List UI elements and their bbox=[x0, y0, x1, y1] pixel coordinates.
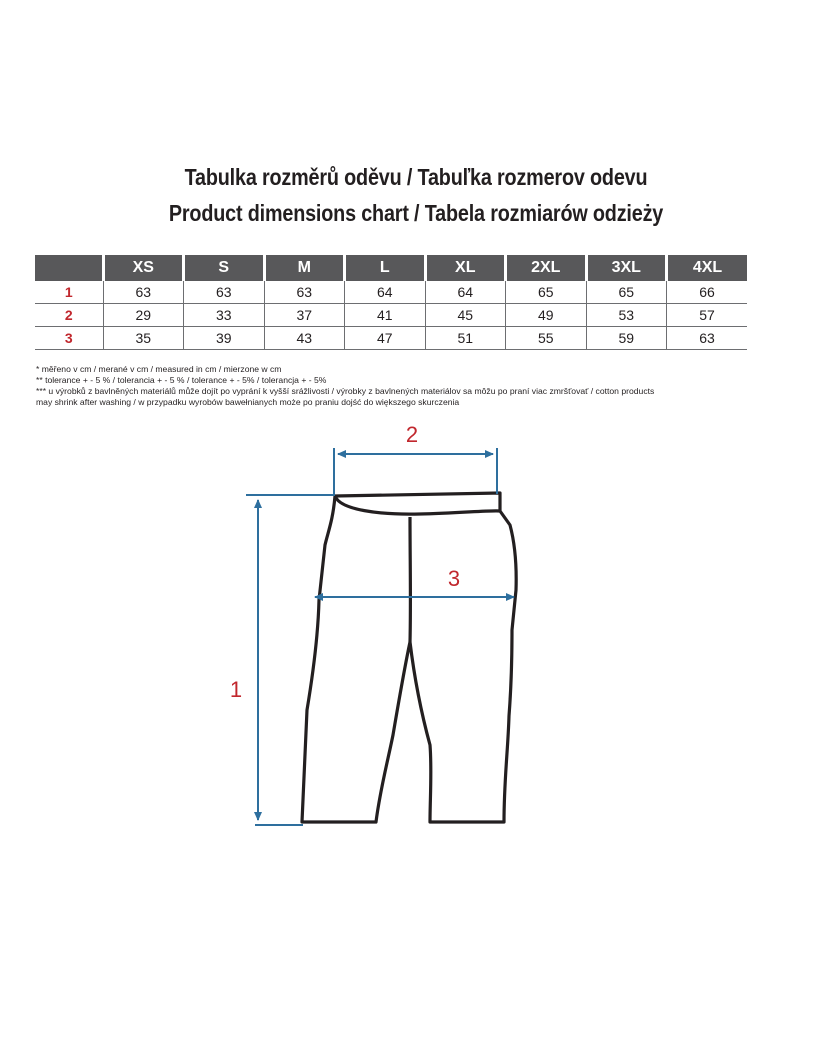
table-cell: 63 bbox=[184, 281, 265, 304]
table-cell: 64 bbox=[425, 281, 506, 304]
row-label: 3 bbox=[35, 327, 103, 350]
label-thigh: 3 bbox=[447, 566, 461, 591]
header-size-2xl: 2XL bbox=[506, 255, 587, 281]
header-size-s: S bbox=[184, 255, 265, 281]
table-cell: 51 bbox=[425, 327, 506, 350]
table-cell: 57 bbox=[667, 304, 748, 327]
table-cell: 59 bbox=[586, 327, 667, 350]
table-cell: 43 bbox=[264, 327, 345, 350]
table-cell: 29 bbox=[103, 304, 184, 327]
table-cell: 64 bbox=[345, 281, 426, 304]
table-cell: 37 bbox=[264, 304, 345, 327]
table-cell: 41 bbox=[345, 304, 426, 327]
table-cell: 63 bbox=[103, 281, 184, 304]
table-cell: 65 bbox=[586, 281, 667, 304]
footnote-shrink-continued: may shrink after washing / w przypadku wyrobów bawełnianych może po praniu dojść do większego skurczenia bbox=[36, 397, 460, 407]
waistband-seam bbox=[335, 496, 500, 514]
chart-title-line-1: Tabulka rozměrů oděvu / Tabuľka rozmerov odevu bbox=[184, 164, 648, 190]
footnote-shrink: *** u výrobků z bavlněných materiálů může dojít po vyprání k vyšší srážlivosti / výrobky z bavlnených materiálov sa môžu po praní viac zmršťovať / cotton products bbox=[36, 386, 655, 396]
table-cell: 33 bbox=[184, 304, 265, 327]
row-label: 2 bbox=[35, 304, 103, 327]
pants-outline bbox=[302, 493, 516, 822]
table-cell: 66 bbox=[699, 284, 715, 300]
header-size-4xl: 4XL bbox=[667, 255, 748, 281]
table-cell: 47 bbox=[345, 327, 426, 350]
footnote-measured: * měřeno v cm / merané v cm / measured in cm / mierzone w cm bbox=[36, 364, 282, 374]
table-cell: 53 bbox=[586, 304, 667, 327]
table-cell: 63 bbox=[667, 327, 748, 350]
table-cell: 65 bbox=[506, 281, 587, 304]
chart-title-line-2: Product dimensions chart / Tabela rozmiarów odzieży bbox=[168, 200, 664, 226]
header-size-xl: XL bbox=[425, 255, 506, 281]
footnote-tolerance: ** tolerance + - 5 % / tolerancia + - 5 % / tolerance + - 5% / tolerancja + - 5% bbox=[36, 375, 327, 385]
table-cell: 55 bbox=[506, 327, 587, 350]
header-size-xs: XS bbox=[103, 255, 184, 281]
dimension-length bbox=[246, 495, 335, 825]
dimension-waist bbox=[334, 448, 497, 494]
header-size-m: M bbox=[264, 255, 345, 281]
label-length: 1 bbox=[229, 677, 243, 702]
table-cell: 49 bbox=[506, 304, 587, 327]
header-size-l: L bbox=[345, 255, 426, 281]
table-cell: 35 bbox=[103, 327, 184, 350]
label-waist: 2 bbox=[405, 422, 419, 447]
header-size-3xl: 3XL bbox=[586, 255, 667, 281]
table-cell: 45 bbox=[425, 304, 506, 327]
table-cell: 63 bbox=[264, 281, 345, 304]
row-label: 1 bbox=[35, 281, 103, 304]
table-cell: 39 bbox=[184, 327, 265, 350]
